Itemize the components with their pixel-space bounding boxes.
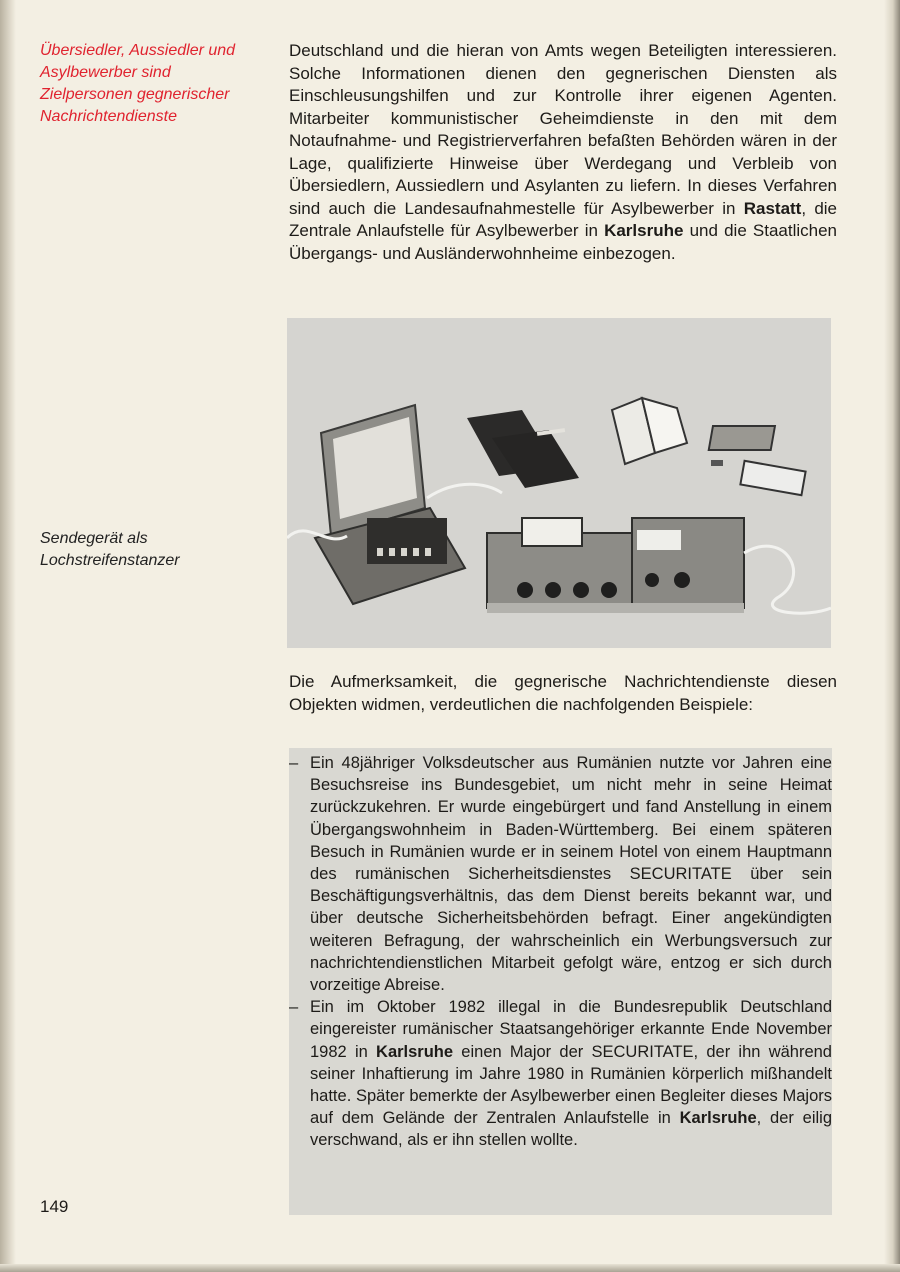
photo-illustration [287,318,831,648]
paragraph-1-text-a: Deutschland und die hieran von Amts wegen Beteiligten interessieren. Solche Informationen dienen den gegnerischen Diensten als Einschleusungshilfen und zur Kontrolle ihrer eigenen Agenten. Mitarbeiter kommunistischer Geheimdienste in den mit dem Notaufnahme- und Registrierverfahren befaßten Behörden wären in der Lage, qualifizierte Hinweise über Werdegang und Verbleib von Übersiedlern, Aussiedlern und Asylanten zu liefern. In dieses Verfahren sind auch die Landesaufnahmestelle für Asylbewerber in [289,41,837,218]
bullet-dash: – [289,998,299,1017]
paragraph-2: Die Aufmerksamkeit, die gegnerische Nachrichtendienste diesen Objekten widmen, verdeutlichen die nachfolgenden Beispiele: [289,672,837,714]
photo-transmitter-equipment [287,318,831,648]
page-edge [884,0,900,1272]
bold-karlsruhe: Karlsruhe [604,221,684,240]
list-item [289,752,832,996]
page-bottom-edge [0,1264,900,1272]
paragraph-1 [289,40,837,265]
bullet-dash: – [289,754,299,772]
example-2-text-c: , der eilig verschwand, als er ihn stellen wollte. [310,1109,833,1150]
bold-karlsruhe-2: Karlsruhe [679,1109,757,1128]
paragraph-1-text-b: , die Zentrale Anlaufstelle für Asylbewerber in [289,198,838,240]
bold-karlsruhe-1: Karlsruhe [376,1042,454,1061]
example-2-text-a: Ein im Oktober 1982 illegal in die Bundesrepublik Deutschland eingereister rumänischer Staatsangehöriger erkannte Ende November 1982 in [310,998,832,1061]
page-number: 149 [40,1197,69,1216]
example-2-text-b: einen Major der SECURITATE, der ihn während seiner Inhaftierung im Jahre 1980 in Rumänien körperlich mißhandelt hatte. Später bemerkte der Asylbewerber einen Begleiter dieses Majors auf dem Gelände der Zentralen Anlaufstelle in [310,1042,832,1128]
bold-rastatt: Rastatt [743,198,802,218]
examples-list [289,752,832,1152]
photo-caption: Sendegerät als Lochstreifenstanzer [40,530,180,569]
paragraph-1-text-c: und die Staatlichen Übergangs- und Ausländerwohnheime einbezogen. [289,221,838,263]
example-1-text: Ein 48jähriger Volksdeutscher aus Rumänien nutzte vor Jahren eine Besuchsreise ins Bundesgebiet, um nicht mehr in seine Heimat zurückzukehren. Er wurde eingebürgert und fand Anstellung in einem Übergangswohnheim in Baden-Württemberg. Bei einem späteren Besuch in Rumänien wurde er in seinem Hotel von einem Hauptmann des rumänischen Sicherheitsdienstes SECURITATE über sein Beschäftigungsverhältnis, das dem Dienst bereits bekannt war, und über deutsche Sicherheitsbehörden befragt. Einer angekündigten weiteren Befragung, der wahrscheinlich ein Werbungsversuch zur nachrichtendienstlichen Mitarbeit gefolgt wäre, entzog er sich durch vorzeitige Abreise. [310,754,832,995]
book-spine-shadow [0,0,16,1272]
margin-note-red: Übersiedler, Aussiedler und Asylbewerber sind Zielpersonen gegnerischer Nachrichtendienste [40,42,236,125]
list-item [289,996,832,1151]
